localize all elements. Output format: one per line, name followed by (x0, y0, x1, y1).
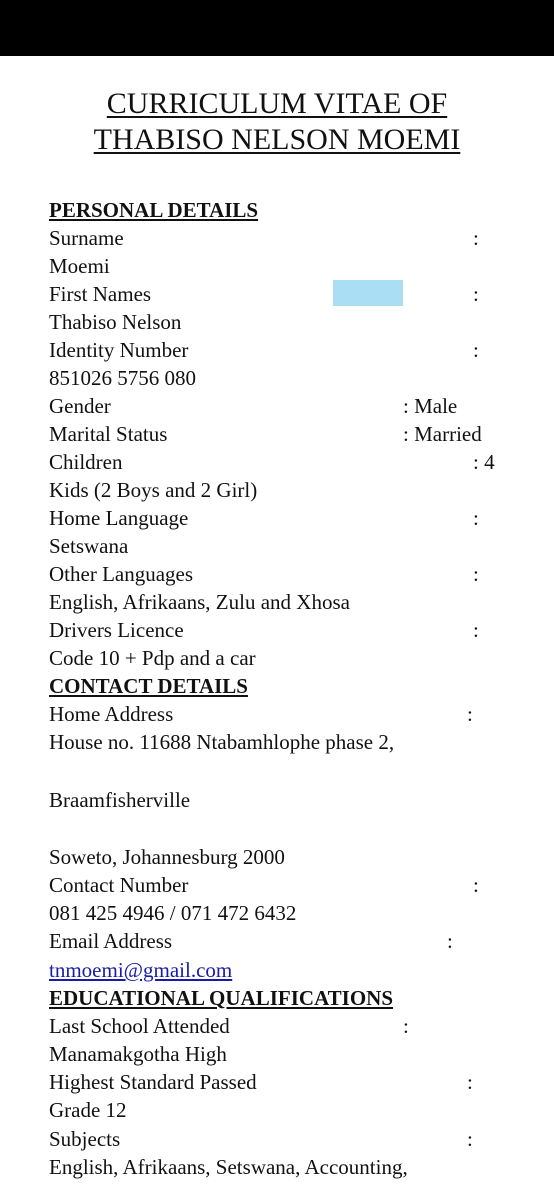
email-address-separator: : (447, 929, 453, 953)
email-address-link[interactable]: tnmoemi@gmail.com (49, 958, 233, 982)
identity-number-value: 851026 5756 080 (49, 366, 196, 390)
first-names-value: Thabiso Nelson (49, 310, 182, 334)
contact-number-separator: : (473, 873, 479, 897)
last-school-value: Manamakgotha High (49, 1042, 227, 1066)
gender-value: : Male (403, 394, 458, 418)
contact-details-heading: CONTACT DETAILS (49, 674, 248, 698)
contact-number-label: Contact Number (49, 873, 189, 897)
other-languages-value: English, Afrikaans, Zulu and Xhosa (49, 590, 350, 614)
drivers-licence-value: Code 10 + Pdp and a car (49, 646, 256, 670)
drivers-licence-label: Drivers Licence (49, 618, 184, 642)
contact-number-value: 081 425 4946 / 071 472 6432 (49, 901, 297, 925)
home-address-line-1: House no. 11688 Ntabamhlophe phase 2, (49, 730, 395, 754)
subjects-value: English, Afrikaans, Setswana, Accounting, (49, 1155, 408, 1179)
document-page (0, 56, 554, 1200)
cv-title-line-1: CURRICULUM VITAE OF (106, 87, 448, 120)
home-language-label: Home Language (49, 506, 189, 530)
gender-label: Gender (49, 394, 111, 418)
drivers-licence-separator: : (473, 618, 479, 642)
home-address-line-2: Braamfisherville (49, 788, 191, 812)
children-label: Children (49, 450, 123, 474)
home-address-separator: : (467, 702, 473, 726)
surname-label: Surname (49, 226, 124, 250)
home-language-separator: : (473, 506, 479, 530)
surname-value: Moemi (49, 254, 110, 278)
first-names-separator: : (473, 282, 479, 306)
subjects-separator: : (467, 1127, 473, 1151)
cv-title-line-2: THABISO NELSON MOEMI (93, 123, 461, 156)
text-selection-highlight (333, 280, 403, 306)
home-address-label: Home Address (49, 702, 174, 726)
children-value-count: : 4 (473, 450, 495, 474)
children-value-detail: Kids (2 Boys and 2 Girl) (49, 478, 258, 502)
subjects-label: Subjects (49, 1127, 121, 1151)
last-school-label: Last School Attended (49, 1014, 230, 1038)
identity-number-label: Identity Number (49, 338, 189, 362)
marital-status-value: : Married (403, 422, 482, 446)
top-bar (0, 0, 554, 56)
marital-status-label: Marital Status (49, 422, 168, 446)
other-languages-label: Other Languages (49, 562, 194, 586)
surname-separator: : (473, 226, 479, 250)
educational-qualifications-heading: EDUCATIONAL QUALIFICATIONS (49, 986, 394, 1010)
personal-details-heading: PERSONAL DETAILS (49, 198, 259, 222)
highest-standard-label: Highest Standard Passed (49, 1070, 257, 1094)
last-school-separator: : (403, 1014, 409, 1038)
first-names-label: First Names (49, 282, 152, 306)
identity-number-separator: : (473, 338, 479, 362)
highest-standard-value: Grade 12 (49, 1098, 127, 1122)
home-address-line-3: Soweto, Johannesburg 2000 (49, 845, 285, 869)
highest-standard-separator: : (467, 1070, 473, 1094)
home-language-value: Setswana (49, 534, 129, 558)
other-languages-separator: : (473, 562, 479, 586)
email-address-label: Email Address (49, 929, 173, 953)
